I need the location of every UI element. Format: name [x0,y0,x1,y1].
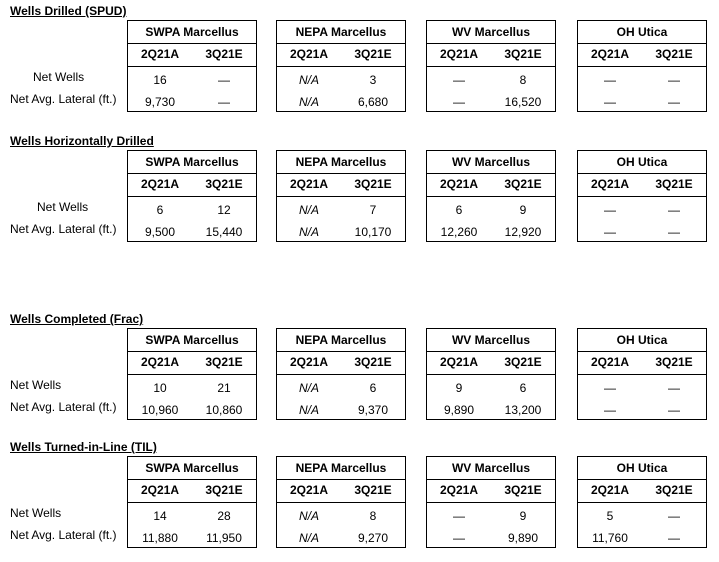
region-header: NEPA Marcellus [277,329,405,352]
net-wells-value: N/A [298,509,319,523]
row-label: Net Wells [10,378,62,392]
period-header-row [578,351,706,375]
period-header-row [128,351,256,375]
net-wells-value: 10 [153,381,167,395]
region-block [127,456,257,548]
period-header: 2Q21A [289,483,329,497]
net-wells-value: — [604,73,616,87]
net-wells-value: 9 [455,381,463,395]
lateral-value: N/A [298,403,319,417]
period-header: 2Q21A [439,483,479,497]
period-header: 2Q21A [439,355,479,369]
lateral-value: — [668,531,680,545]
period-header: 2Q21A [140,483,180,497]
net-wells-value: 16 [153,73,167,87]
period-header-row [128,173,256,197]
period-header: 3Q21E [504,47,542,61]
region-header: NEPA Marcellus [277,151,405,174]
section-title: Wells Completed (Frac) [10,312,144,326]
region-header: OH Utica [578,21,706,44]
period-header-row [128,43,256,67]
row-label: Net Avg. Lateral (ft.) [10,400,117,414]
net-wells-value: — [453,73,465,87]
period-header-row [277,479,405,503]
lateral-value: 12,260 [440,225,478,239]
lateral-value: — [604,225,616,239]
lateral-value: N/A [298,225,319,239]
lateral-value: 12,920 [504,225,542,239]
period-header: 2Q21A [289,355,329,369]
lateral-value: 9,500 [144,225,176,239]
net-wells-value: — [668,509,680,523]
region-header: WV Marcellus [427,21,555,44]
period-header: 2Q21A [140,47,180,61]
region-block [276,20,406,112]
net-wells-value: — [668,381,680,395]
period-header: 3Q21E [205,483,243,497]
lateral-value: 9,730 [144,95,176,109]
net-wells-value: — [668,73,680,87]
net-wells-value: 12 [217,203,231,217]
region-header: NEPA Marcellus [277,21,405,44]
table-section [0,440,719,560]
region-block [577,20,707,112]
net-wells-value: — [604,203,616,217]
lateral-value: 9,890 [507,531,539,545]
net-wells-value: N/A [298,73,319,87]
row-label: Net Avg. Lateral (ft.) [10,92,117,106]
period-header: 3Q21E [205,177,243,191]
lateral-value: — [668,403,680,417]
lateral-value: N/A [298,95,319,109]
period-header: 2Q21A [439,177,479,191]
region-header: WV Marcellus [427,457,555,480]
region-block [426,456,556,548]
period-header-row [427,479,555,503]
net-wells-value: 6 [156,203,164,217]
table-section [0,4,719,124]
region-header: SWPA Marcellus [128,329,256,352]
lateral-value: 15,440 [205,225,243,239]
period-header: 3Q21E [504,177,542,191]
lateral-value: 10,860 [205,403,243,417]
net-wells-value: 8 [519,73,527,87]
region-header: OH Utica [578,151,706,174]
period-header-row [277,351,405,375]
net-wells-value: 3 [369,73,377,87]
lateral-value: 10,170 [354,225,392,239]
lateral-value: 9,370 [357,403,389,417]
lateral-value: 6,680 [357,95,389,109]
period-header-row [277,173,405,197]
net-wells-value: 5 [606,509,614,523]
period-header: 2Q21A [590,483,630,497]
period-header-row [427,173,555,197]
lateral-value: — [453,95,465,109]
period-header: 2Q21A [439,47,479,61]
region-block [127,20,257,112]
period-header-row [427,351,555,375]
period-header: 3Q21E [504,355,542,369]
region-header: SWPA Marcellus [128,151,256,174]
period-header: 3Q21E [205,47,243,61]
period-header: 3Q21E [655,483,693,497]
period-header: 3Q21E [655,47,693,61]
region-header: WV Marcellus [427,329,555,352]
lateral-value: — [604,95,616,109]
row-label: Net Wells [37,200,89,214]
region-block [276,328,406,420]
region-header: SWPA Marcellus [128,21,256,44]
table-section [0,312,719,432]
lateral-value: — [668,95,680,109]
region-header: SWPA Marcellus [128,457,256,480]
row-label: Net Avg. Lateral (ft.) [10,528,117,542]
net-wells-value: N/A [298,381,319,395]
lateral-value: 9,270 [357,531,389,545]
net-wells-value: 6 [455,203,463,217]
region-block [577,150,707,242]
region-block [276,456,406,548]
period-header: 3Q21E [504,483,542,497]
region-block [426,150,556,242]
region-block [577,328,707,420]
net-wells-value: 6 [519,381,527,395]
period-header: 2Q21A [289,177,329,191]
period-header-row [578,43,706,67]
lateral-value: 11,880 [142,531,178,545]
period-header: 2Q21A [289,47,329,61]
net-wells-value: 21 [217,381,231,395]
period-header: 2Q21A [140,355,180,369]
period-header-row [128,479,256,503]
net-wells-value: 6 [369,381,377,395]
region-block [577,456,707,548]
region-block [127,328,257,420]
period-header-row [427,43,555,67]
net-wells-value: N/A [298,203,319,217]
net-wells-value: 9 [519,509,527,523]
section-title: Wells Turned-in-Line (TIL) [10,440,157,454]
net-wells-value: — [668,203,680,217]
lateral-value: 11,760 [592,531,628,545]
period-header: 2Q21A [590,177,630,191]
period-header: 3Q21E [655,177,693,191]
net-wells-value: 9 [519,203,527,217]
lateral-value: N/A [298,531,319,545]
lateral-value: 10,960 [141,403,179,417]
net-wells-value: 14 [153,509,167,523]
lateral-value: 9,890 [443,403,475,417]
region-block [276,150,406,242]
net-wells-value: 28 [217,509,231,523]
row-label: Net Wells [33,70,85,84]
lateral-value: 13,200 [504,403,542,417]
period-header: 3Q21E [354,47,392,61]
net-wells-value: — [453,509,465,523]
period-header: 3Q21E [205,355,243,369]
region-block [127,150,257,242]
section-title: Wells Horizontally Drilled [10,134,154,148]
lateral-value: — [218,95,230,109]
lateral-value: — [604,403,616,417]
period-header: 2Q21A [590,355,630,369]
period-header-row [578,479,706,503]
period-header: 3Q21E [655,355,693,369]
region-block [426,328,556,420]
period-header-row [277,43,405,67]
period-header: 2Q21A [590,47,630,61]
period-header: 3Q21E [354,355,392,369]
region-header: OH Utica [578,457,706,480]
lateral-value: — [668,225,680,239]
region-header: NEPA Marcellus [277,457,405,480]
lateral-value: — [453,531,465,545]
row-label: Net Wells [10,506,62,520]
period-header: 2Q21A [140,177,180,191]
region-header: WV Marcellus [427,151,555,174]
section-title: Wells Drilled (SPUD) [10,4,127,18]
net-wells-value: 7 [369,203,377,217]
net-wells-value: — [604,381,616,395]
region-block [426,20,556,112]
lateral-value: 16,520 [504,95,542,109]
lateral-value: 11,950 [206,531,242,545]
period-header-row [578,173,706,197]
period-header: 3Q21E [354,177,392,191]
row-label: Net Avg. Lateral (ft.) [10,222,117,236]
net-wells-value: 8 [369,509,377,523]
net-wells-value: — [218,73,230,87]
period-header: 3Q21E [354,483,392,497]
table-section [0,134,719,254]
region-header: OH Utica [578,329,706,352]
